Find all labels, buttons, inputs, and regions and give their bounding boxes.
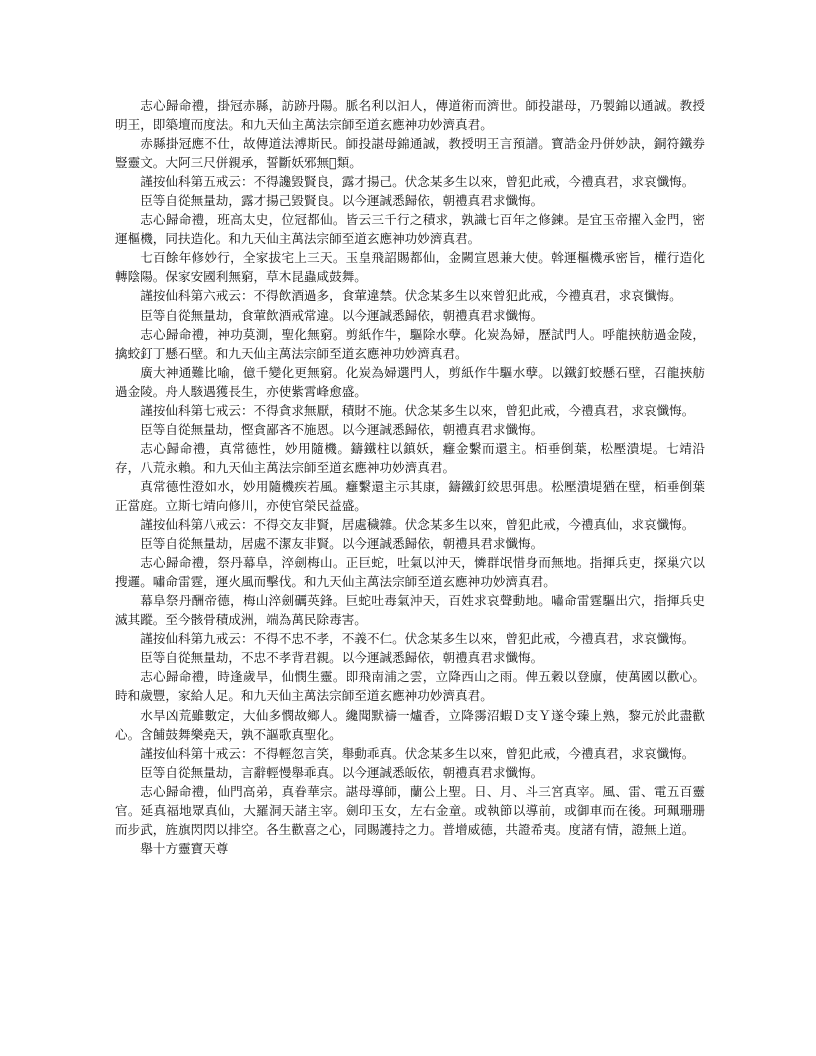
paragraph: 廣大神通難比喻，億千變化更無窮。化炭為婦選門人，剪紙作牛驅水孽。以鐵釘蛟懸石壁，召龍挾舫過金陵。舟人駭遇獲長生，亦使紫霄峰愈盛。 — [115, 364, 705, 399]
paragraph: 真常德性澄如水，妙用隨機疾若風。癰繫還主示其康，鑄鐵釘絞思弭患。松壓潰堤猶在壁，栢垂倒葉正當庭。立斯七靖向修川，亦使官榮民益盛。 — [115, 478, 705, 513]
paragraph: 幕阜祭丹酬帝德，梅山淬劍礪英鋒。巨蛇吐毒氣沖天，百姓求哀聲動地。嘯命雷霆驅出穴，指揮兵史滅其蹤。至今骸骨積成洲，端為萬民除毒害。 — [115, 593, 705, 628]
paragraph: 臣等自從無量劫，言辭輕慢舉乖真。以今運誠悉皈依，朝禮真君求懺悔。 — [140, 764, 544, 780]
paragraph: 志心歸命禮，班高太史，位冠都仙。皆云三千行之積求，孰識七百年之修鍊。是宜玉帝擢入金門，密運樞機，同扶造化。和九天仙主萬法宗師至道玄應神功妙濟真君。 — [115, 212, 705, 247]
paragraph: 志心歸命禮，祭丹幕阜，淬劍梅山。正巨蛇，吐氣以沖天，憐群氓惜身而無地。指揮兵吏，探巢穴以搜邏。嘯命雷霆，運火風而擊伐。和九天仙主萬法宗師至道玄應神功妙濟真君。 — [115, 555, 705, 590]
paragraph: 謹按仙科第六戒云：不得飲酒過多，食葷違禁。伏念某多生以來曾犯此戒，今禮真君，求哀懺悔。 — [140, 288, 682, 304]
paragraph: 臣等自從無量劫，食葷飲酒戒常違。以今運誠悉歸依，朝禮真君求懺悔。 — [140, 307, 544, 323]
paragraph: 志心歸命禮，仙門高弟，真眷華宗。諶母導師，蘭公上聖。日、月、斗三宮真宰。風、雷、電五百靈官。延真福地眾真仙，大羅洞天諸主宰。劍印玉女，左右金童。或執節以導前，或御車而在後。珂珮珊珊而步武，旌旗閃閃以排空。各生歡喜之心，同賜護持之力。普增威德，共證希夷。度諸有情，證無上道。 — [115, 783, 705, 837]
paragraph: 志心歸命禮，掛冠赤縣，訪跡丹陽。脈名利以汩人，傳道術而濟世。師投諶母，乃製錦以通誠。教授明王，即築壇而度法。和九天仙主萬法宗師至道玄應神功妙濟真君。 — [115, 98, 705, 133]
paragraph: 臣等自從無量劫，居處不潔友非賢。以今運誠悉歸依，朝禮具君求懺悔。 — [140, 536, 544, 552]
paragraph: 赤縣掛冠應不仕，故傳道法溥斯民。師投諶母錦通誠，教授明王言預譜。寶誥金丹併妙訣，銅符鐵券豎靈文。大阿三尺併親承，誓斷妖邪無𦕅類。 — [115, 136, 705, 171]
paragraph: 謹按仙科第十戒云：不得輕忽言笑，舉動乖真。伏念某多生以來，曾犯此戒，今禮真君，求哀懺悔。 — [140, 745, 695, 761]
paragraph: 謹按仙科第七戒云：不得貪求無厭，積財不施。伏念某多生以來，曾犯此戒，今禮真君，求哀懺悔。 — [140, 402, 695, 418]
paragraph: 七百餘年修妙行，全家拔宅上三天。玉皇飛詔賜都仙，金闕宣恩兼大使。斡運樞機承密旨，權行造化轉陰陽。保家安國利無窮，草木昆蟲咸鼓舞。 — [115, 250, 705, 285]
paragraph: 志心歸命禮，神功莫測，聖化無窮。剪紙作牛，驅除水孽。化炭為婦，歷試門人。呼龍挾舫過金陵，擒蛟釘丁懸石壁。和九天仙主萬法宗師至道玄應神功妙濟真君。 — [115, 326, 705, 361]
paragraph: 謹按仙科第九戒云：不得不忠不孝，不義不仁。伏念某多生以來，曾犯此戒，今禮真君，求哀懺悔。 — [140, 631, 695, 647]
paragraph: 舉十方靈寶天尊 — [140, 840, 229, 856]
paragraph: 謹按仙科第八戒云：不得交友非賢，居處穢雜。伏念某多生以來，曾犯此戒，今禮真仙，求哀懺悔。 — [140, 517, 695, 533]
paragraph: 志心歸命禮，真常德性，妙用隨機。鑄鐵柱以鎮妖，癰金繫而還主。栢垂倒葉，松壓潰堤。七靖沿存，八荒永賴。和九天仙主萬法宗師至道玄應神功妙濟真君。 — [115, 440, 705, 475]
paragraph: 志心歸命禮，時逢歲旱，仙憫生靈。即飛南浦之雲，立降西山之雨。俾五穀以登廪，使萬國以歡心。時和歲豐，家給人足。和九天仙主萬法宗師至道玄應神功妙濟真君。 — [115, 669, 705, 704]
paragraph: 水旱凶荒雖數定，大仙多憫故鄉人。纔聞默禱一爐香，立降霶沼蝦Ｄ支Ｙ遂令臻上熟，黎元於此盡歡心。含餔鼓舞樂堯天，孰不謳歌真聖化。 — [115, 707, 705, 742]
paragraph: 臣等自從無量劫，慳貪鄙吝不施恩。以今運誠悉歸依，朝禮真君求懺悔。 — [140, 421, 544, 437]
paragraph: 臣等自從無量劫，露才揚己毀賢良。以今運誠悉歸依，朝禮真君求懺悔。 — [140, 193, 544, 209]
scripture-page — [115, 96, 705, 858]
paragraph: 臣等自從無量劫，不忠不孝背君親。以今運誠悉歸依，朝禮真君求懺悔。 — [140, 650, 544, 666]
paragraph: 謹按仙科第五戒云：不得讒毀賢良，露才揚己。伏念某多生以來，曾犯此戒，今禮真君，求哀懺悔。 — [140, 174, 695, 190]
